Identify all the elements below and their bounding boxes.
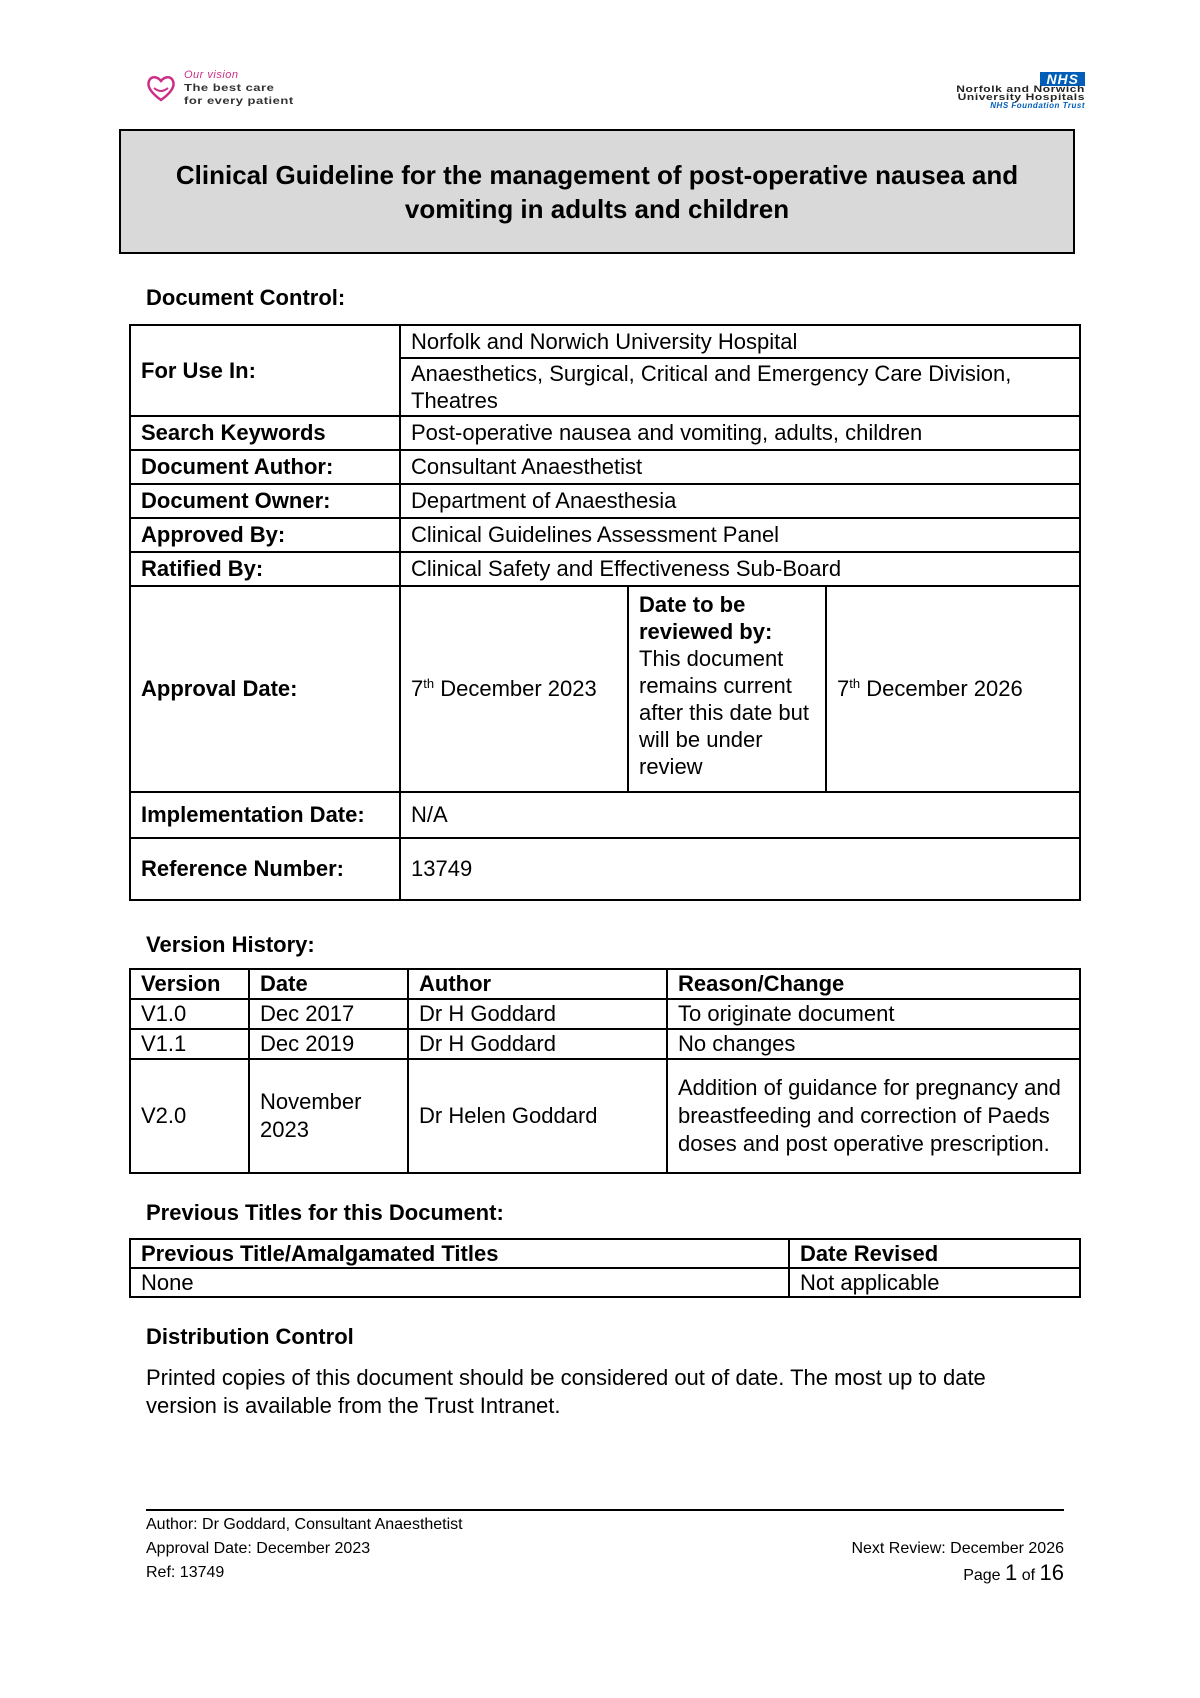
- trust-vision-logo: [146, 68, 406, 106]
- table-row: V2.0 November 2023 Dr Helen Goddard Addition of guidance for pregnancy and breastfeeding and correction of Paeds doses and post operative prescription.: [130, 1059, 1080, 1173]
- col-header-previous-title: Previous Title/Amalgamated Titles: [130, 1239, 789, 1268]
- nhs-trust-logo: [855, 71, 1085, 110]
- tagline-line-2: The best care: [184, 81, 275, 93]
- search-keywords-label: Search Keywords: [130, 416, 400, 450]
- tagline-line-1: Our vision: [184, 68, 239, 81]
- implementation-date-value: N/A: [400, 792, 1080, 838]
- for-use-in-label: For Use In:: [130, 325, 400, 416]
- table-row: None Not applicable: [130, 1268, 1080, 1297]
- heart-hands-icon: [146, 74, 176, 102]
- search-keywords-value: Post-operative nausea and vomiting, adults, children: [400, 416, 1080, 450]
- document-control-heading: Document Control:: [146, 285, 346, 310]
- footer-next-review: Next Review: December 2026: [851, 1540, 1064, 1557]
- reference-number-value: 13749: [400, 838, 1080, 900]
- approved-by-value: Clinical Guidelines Assessment Panel: [400, 518, 1080, 552]
- document-author-value: Consultant Anaesthetist: [400, 450, 1080, 484]
- implementation-date-label: Implementation Date:: [130, 792, 400, 838]
- previous-titles-table: [129, 1238, 1081, 1298]
- col-header-author: Author: [408, 969, 667, 999]
- document-title: Clinical Guideline for the management of post-operative nausea and vomiting in adults and children: [119, 129, 1075, 254]
- footer-approval-date: Approval Date: December 2023: [146, 1540, 371, 1557]
- document-owner-label: Document Owner:: [130, 484, 400, 518]
- for-use-in-value-2: Anaesthetics, Surgical, Critical and Emergency Care Division, Theatres: [400, 358, 1080, 416]
- document-owner-value: Department of Anaesthesia: [400, 484, 1080, 518]
- document-author-label: Document Author:: [130, 450, 400, 484]
- footer-page-number: Page 1 of 16: [963, 1560, 1064, 1585]
- trust-subtitle: NHS Foundation Trust: [990, 101, 1085, 110]
- ratified-by-value: Clinical Safety and Effectiveness Sub-Board: [400, 552, 1080, 586]
- tagline-line-3: for every patient: [184, 94, 294, 106]
- distribution-heading: Distribution Control: [146, 1324, 354, 1349]
- review-date-label-cell: [628, 586, 826, 792]
- nhs-badge: NHS: [1040, 72, 1085, 86]
- approval-date-label: Approval Date:: [130, 586, 400, 792]
- for-use-in-value-1: Norfolk and Norwich University Hospital: [400, 325, 1080, 358]
- version-history-heading: Version History:: [146, 932, 315, 957]
- trust-name: Norfolk and Norwich University Hospitals: [956, 83, 1085, 103]
- col-header-date: Date: [249, 969, 408, 999]
- table-row: V1.0 Dec 2017 Dr H Goddard To originate document: [130, 999, 1080, 1029]
- footer-ref: Ref: 13749: [146, 1564, 225, 1581]
- review-date-value: 7th December 2026: [826, 586, 1080, 792]
- document-control-table: [129, 324, 1081, 901]
- ratified-by-label: Ratified By:: [130, 552, 400, 586]
- page-footer: [146, 1513, 1064, 1588]
- distribution-text: Printed copies of this document should be considered out of date. The most up to date version is available from the Trust Intranet.: [146, 1365, 986, 1418]
- approved-by-label: Approved By:: [130, 518, 400, 552]
- col-header-version: Version: [130, 969, 249, 999]
- footer-divider: [146, 1509, 1064, 1511]
- version-history-table: [129, 968, 1081, 1174]
- footer-author: Author: Dr Goddard, Consultant Anaesthetist: [146, 1516, 463, 1533]
- col-header-date-revised: Date Revised: [789, 1239, 1080, 1268]
- reference-number-label: Reference Number:: [130, 838, 400, 900]
- review-date-label: Date to be reviewed by:: [639, 592, 773, 644]
- approval-date-value: 7th December 2023: [400, 586, 628, 792]
- previous-titles-heading: Previous Titles for this Document:: [146, 1200, 504, 1225]
- review-date-note: This document remains current after this date but will be under review: [639, 646, 809, 779]
- col-header-reason: Reason/Change: [667, 969, 1080, 999]
- table-row: V1.1 Dec 2019 Dr H Goddard No changes: [130, 1029, 1080, 1059]
